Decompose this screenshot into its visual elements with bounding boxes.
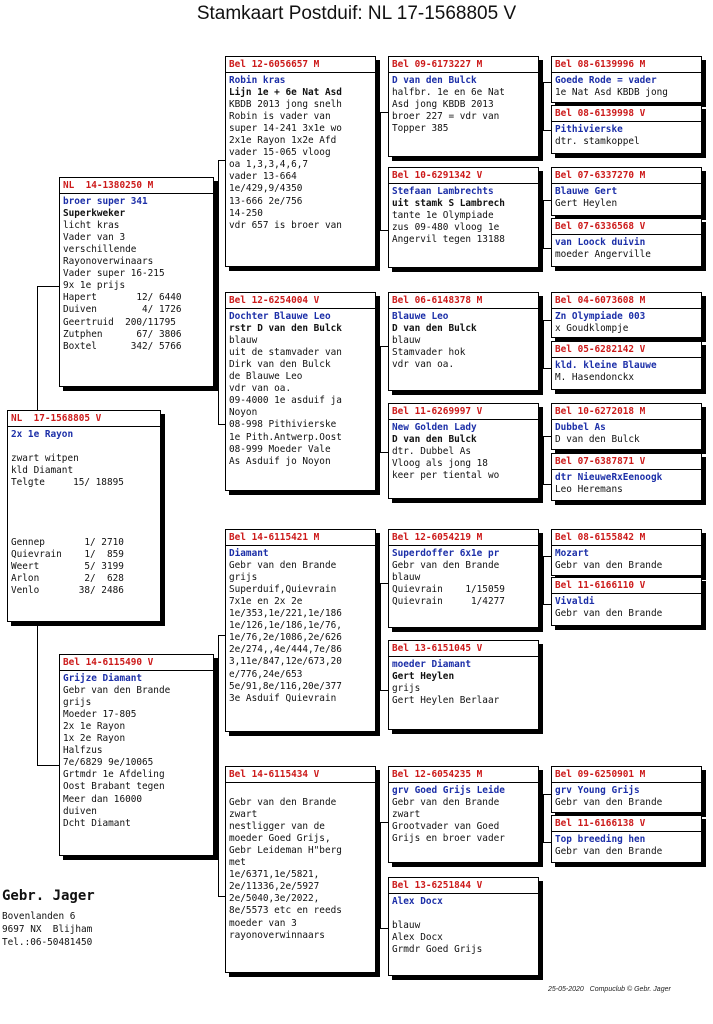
connector-line — [543, 200, 544, 248]
connector-line — [380, 346, 381, 452]
card-divider — [552, 545, 701, 546]
pedigree-line: blauw — [392, 572, 421, 584]
pedigree-line: 7e/6829 9e/10065 — [63, 757, 154, 769]
connector-line — [380, 583, 381, 690]
connector-line — [543, 556, 544, 604]
pedigree-line: Gebr van den Brande — [392, 560, 500, 572]
pedigree-line: Grijs en broer vader — [392, 833, 505, 845]
pedigree-line: Leo Heremans — [555, 484, 623, 496]
pigeon-name: Superdoffer 6x1e pr — [392, 548, 500, 560]
pedigree-line: 1e/76,2e/1086,2e/626 — [229, 632, 342, 644]
pedigree-line: Duiven 4/ 1726 — [63, 304, 182, 316]
card-divider — [389, 308, 538, 309]
page-title: Stamkaart Postduif: NL 17-1568805 V — [196, 3, 517, 24]
pedigree-line: Vloog als jong 18 — [392, 458, 488, 470]
pigeon-name: Grijze Diamant — [63, 673, 143, 685]
ring-number: Bel 13-6151045 V — [392, 643, 483, 654]
footer-credit: Compuclub © Gebr. Jager — [589, 986, 671, 993]
pigeon-card-g1 — [551, 56, 702, 103]
pedigree-line: rstr D van den Bulck — [229, 323, 342, 335]
card-divider — [8, 426, 160, 427]
pedigree-line: halfbr. 1e en 6e Nat — [392, 87, 505, 99]
footer — [548, 986, 671, 993]
pedigree-line: Vader van 3 — [63, 232, 126, 244]
pigeon-name: Dubbel As — [555, 422, 606, 434]
card-divider — [552, 831, 701, 832]
pedigree-line: licht kras — [63, 220, 120, 232]
pedigree-line: zwart — [392, 809, 421, 821]
ring-number: Bel 07-6337270 M — [555, 170, 646, 181]
card-divider — [552, 593, 701, 594]
ring-number: Bel 12-6056657 M — [229, 59, 320, 70]
pigeon-name: Blauwe Gert — [555, 186, 618, 198]
connector-line — [37, 622, 38, 765]
pedigree-line: Zutphen 67/ 3806 — [63, 328, 182, 340]
pedigree-line: Superkweker — [63, 208, 126, 220]
pedigree-line: Arlon 2/ 628 — [11, 573, 124, 585]
pedigree-line: Robin is vader van — [229, 111, 331, 123]
pedigree-line: Gebr van den Brande — [555, 608, 663, 620]
pedigree-line: uit stamk S Lambrech — [392, 198, 505, 210]
pigeon-name: Goede Rode = vader — [555, 75, 657, 87]
pedigree-line: Quievrain 1/ 859 — [11, 549, 124, 561]
pedigree-line: Meer dan 16000 — [63, 793, 143, 805]
pigeon-card-g4 — [551, 218, 702, 267]
pedigree-line: x Goudklompje — [555, 323, 629, 335]
pedigree-line: D van den Bulck — [392, 434, 477, 446]
pigeon-card-g7 — [551, 403, 702, 450]
card-divider — [226, 782, 375, 783]
card-divider — [60, 670, 213, 671]
pedigree-line: Superduif,Quievrain — [229, 584, 337, 596]
pedigree-line — [11, 525, 157, 537]
pedigree-line: Dirk van den Bulck — [229, 359, 331, 371]
card-divider — [389, 183, 538, 184]
ring-number: Bel 12-6054235 M — [392, 769, 483, 780]
pedigree-line: blauw — [229, 335, 258, 347]
pigeon-name: grv Young Grijs — [555, 785, 640, 797]
pedigree-line: vader 13-664 — [229, 171, 297, 183]
pedigree-line — [11, 513, 157, 525]
pigeon-card-mother-mother — [225, 766, 376, 973]
connector-line — [543, 436, 544, 484]
ring-number: Bel 10-6272018 M — [555, 406, 646, 417]
pedigree-line: 2x 1e Rayon — [63, 721, 126, 733]
pedigree-line: Boxtel 342/ 5766 — [63, 340, 182, 352]
pedigree-line: 09-4000 1e asduif ja — [229, 395, 342, 407]
pigeon-name: Top breeding hen — [555, 834, 646, 846]
pedigree-line: Gebr van den Brande — [555, 846, 663, 858]
pigeon-name: Diamant — [229, 548, 269, 560]
breeder-address: Bovenlanden 6 — [2, 911, 76, 922]
pigeon-card-g11 — [551, 766, 702, 813]
pigeon-name: Alex Docx — [392, 896, 443, 908]
pedigree-line: KBDB 2013 jong snelh — [229, 99, 342, 111]
pigeon-name: Robin kras — [229, 75, 286, 87]
pedigree-line: super 14-241 3x1e wo — [229, 123, 342, 135]
pigeon-name — [229, 785, 372, 797]
ring-number: Bel 13-6251844 V — [392, 880, 483, 891]
pedigree-line: 2e/11336,2e/5927 — [229, 881, 320, 893]
pedigree-line: duiven — [63, 805, 97, 817]
pedigree-line: Gebr van den Brande — [555, 560, 663, 572]
pigeon-name: broer super 341 — [63, 196, 148, 208]
pigeon-card-fmf — [388, 292, 539, 391]
pedigree-line: 08-999 Moeder Vale — [229, 443, 331, 455]
pigeon-name: 2x 1e Rayon — [11, 429, 74, 441]
connector-line — [380, 112, 381, 230]
pigeon-name: Pithivierske — [555, 124, 623, 136]
card-divider — [552, 357, 701, 358]
card-divider — [389, 782, 538, 783]
pedigree-line: 1e/6371,1e/5821, — [229, 869, 320, 881]
pedigree-line: 3,11e/847,12e/673,20 — [229, 656, 342, 668]
card-divider — [226, 72, 375, 73]
ring-number: Bel 09-6250901 M — [555, 769, 646, 780]
pedigree-line: vdr van oa. — [229, 383, 292, 395]
pedigree-line: Gebr van den Brande — [229, 560, 337, 572]
connector-line — [218, 160, 219, 424]
pedigree-line: 13-666 2e/756 — [229, 195, 303, 207]
pedigree-line: Grmdr Goed Grijs — [392, 944, 483, 956]
card-divider — [552, 72, 701, 73]
ring-number: Bel 04-6073608 M — [555, 295, 646, 306]
pedigree-line: 1e Nat Asd KBDB jong — [555, 87, 668, 99]
pedigree-line: blauw — [392, 920, 421, 932]
pedigree-line: de Blauwe Leo — [229, 371, 303, 383]
pedigree-line: Quievrain 1/15059 — [392, 584, 505, 596]
pedigree-line: blauw — [392, 335, 421, 347]
pigeon-name: Vivaldi — [555, 596, 595, 608]
pedigree-line: grijs — [392, 683, 421, 695]
card-divider — [389, 72, 538, 73]
breeder-info — [2, 888, 95, 949]
pedigree-line: Gebr van den Brande — [229, 797, 337, 809]
pigeon-card-g2 — [551, 105, 702, 154]
pedigree-line: moeder Angerville — [555, 249, 651, 261]
ring-number: Bel 08-6139998 V — [555, 108, 646, 119]
ring-number: NL 14-1380250 M — [63, 180, 154, 191]
pigeon-name: kld. kleine Blauwe — [555, 360, 657, 372]
ring-number: Bel 14-6115490 V — [63, 657, 154, 668]
pedigree-line: Gebr van den Brande — [555, 797, 663, 809]
pigeon-name: Blauwe Leo — [392, 311, 449, 323]
pedigree-line: 5e/91,8e/116,20e/377 — [229, 680, 342, 692]
pedigree-line: Topper 385 — [392, 123, 449, 135]
pedigree-line: As Asduif jo Noyon — [229, 455, 331, 467]
pedigree-line: grijs — [63, 697, 92, 709]
pedigree-line: 14-250 — [229, 207, 263, 219]
pedigree-line: 1e/126,1e/186,1e/76, — [229, 620, 342, 632]
pedigree-line: Gert Heylen Berlaar — [392, 695, 500, 707]
pedigree-line: 8e/5573 etc en reeds — [229, 905, 342, 917]
pedigree-line: tante 1e Olympiade — [392, 210, 494, 222]
card-divider — [552, 782, 701, 783]
card-divider — [389, 419, 538, 420]
pedigree-line: uit de stamvader van — [229, 347, 342, 359]
pedigree-line: 08-998 Pithivierske — [229, 419, 337, 431]
ring-number: NL 17-1568805 V — [11, 413, 102, 424]
pedigree-line — [11, 489, 157, 501]
pedigree-line: 1x 2e Rayon — [63, 733, 126, 745]
pedigree-line: keer per tiental wo — [392, 470, 500, 482]
pedigree-line: zwart — [229, 809, 258, 821]
pigeon-card-g8 — [551, 453, 702, 501]
connector-line — [218, 635, 219, 896]
ring-number: Bel 09-6173227 M — [392, 59, 483, 70]
card-divider — [389, 656, 538, 657]
ring-number: Bel 14-6115434 V — [229, 769, 320, 780]
pigeon-name: New Golden Lady — [392, 422, 477, 434]
pedigree-line: vdr van oa. — [392, 359, 455, 371]
pedigree-line: nestligger van de — [229, 821, 325, 833]
pedigree-line: Halfzus — [63, 745, 103, 757]
pedigree-line: Dcht Diamant — [63, 817, 131, 829]
connector-line — [380, 822, 381, 928]
pedigree-line: Stamvader hok — [392, 347, 466, 359]
pedigree-line: Oost Brabant tegen — [63, 781, 165, 793]
pigeon-card-mmf — [388, 766, 539, 863]
pedigree-line: kld Diamant — [11, 465, 74, 477]
pedigree-line: 2x1e Rayon 1x2e Afd — [229, 135, 337, 147]
pedigree-line: Telgte 15/ 18895 — [11, 477, 124, 489]
pedigree-line: Alex Docx — [392, 932, 443, 944]
pigeon-card-mfm — [388, 640, 539, 730]
pigeon-card-g6 — [551, 341, 702, 390]
pigeon-card-mmm — [388, 877, 539, 976]
pedigree-line: Angervil tegen 13188 — [392, 234, 505, 246]
pedigree-line: Hapert 12/ 6440 — [63, 292, 182, 304]
pedigree-line: 1e/429,9/4350 — [229, 183, 303, 195]
pedigree-line: Noyon — [229, 407, 258, 419]
card-divider — [389, 545, 538, 546]
pedigree-line: D van den Bulck — [555, 434, 640, 446]
connector-line — [37, 286, 38, 410]
ring-number: Bel 06-6148378 M — [392, 295, 483, 306]
pedigree-line: broer 227 = vdr van — [392, 111, 500, 123]
breeder-phone: Tel.:06-50481450 — [2, 937, 93, 948]
ring-number: Bel 10-6291342 V — [392, 170, 483, 181]
pedigree-line: Lijn 1e + 6e Nat Asd — [229, 87, 342, 99]
pedigree-line — [11, 501, 157, 513]
pigeon-name: dtr NieuweRxEenoogk — [555, 472, 663, 484]
footer-date: 25-05-2020 — [548, 986, 584, 993]
pigeon-card-g10 — [551, 577, 702, 626]
pedigree-line: dtr. Dubbel As — [392, 446, 472, 458]
pigeon-card-mother-father — [225, 529, 376, 732]
connector-line — [37, 286, 61, 287]
pigeon-name: grv Goed Grijs Leide — [392, 785, 505, 797]
ring-number: Bel 11-6166138 V — [555, 818, 646, 829]
pigeon-card-mother — [59, 654, 214, 856]
pedigree-line — [11, 441, 157, 453]
pedigree-line: Grootvader van Goed — [392, 821, 500, 833]
card-divider — [552, 234, 701, 235]
pigeon-name: Stefaan Lambrechts — [392, 186, 494, 198]
pedigree-line: Geertruid 200/11795 — [63, 316, 176, 328]
pedigree-line: vader 15-065 vloog — [229, 147, 331, 159]
ring-number: Bel 11-6269997 V — [392, 406, 483, 417]
pedigree-line: Vader super 16-215 — [63, 268, 165, 280]
pedigree-line: vdr 657 is broer van — [229, 219, 342, 231]
pedigree-line: zus 09-480 vloog 1e — [392, 222, 500, 234]
breeder-postcode: 9697 NX Blijham — [2, 924, 93, 935]
pigeon-name: Mozart — [555, 548, 589, 560]
ring-number: Bel 12-6254004 V — [229, 295, 320, 306]
pigeon-name: moeder Diamant — [392, 659, 472, 671]
ring-number: Bel 05-6282142 V — [555, 344, 646, 355]
pedigree-line: e/776,24e/653 — [229, 668, 303, 680]
pedigree-line: Gert Heylen — [555, 198, 618, 210]
card-divider — [60, 193, 213, 194]
pedigree-line: Grtmdr 1e Afdeling — [63, 769, 165, 781]
pedigree-line: 3e Asduif Quievrain — [229, 692, 337, 704]
pedigree-line: Rayonoverwinaars — [63, 256, 154, 268]
pedigree-line: Quievrain 1/4277 — [392, 596, 505, 608]
pigeon-card-g12 — [551, 815, 702, 863]
pigeon-card-g3 — [551, 167, 702, 216]
pedigree-line: rayonoverwinnaars — [229, 929, 325, 941]
pedigree-line: Gert Heylen — [392, 671, 455, 683]
ring-number: Bel 11-6166110 V — [555, 580, 646, 591]
ring-number: Bel 07-6336568 V — [555, 221, 646, 232]
pedigree-line: Venlo 38/ 2486 — [11, 585, 124, 597]
pedigree-line: 1e/353,1e/221,1e/186 — [229, 608, 342, 620]
pedigree-line: Gebr Leideman H"berg — [229, 845, 342, 857]
card-divider — [552, 469, 701, 470]
pigeon-name: Dochter Blauwe Leo — [229, 311, 331, 323]
card-divider — [389, 893, 538, 894]
pigeon-card-mff — [388, 529, 539, 628]
pedigree-line: M. Hasendonckx — [555, 372, 635, 384]
pedigree-line: moeder van 3 — [229, 917, 297, 929]
pedigree-line: Gennep 1/ 2710 — [11, 537, 124, 549]
pigeon-card-g5 — [551, 292, 702, 338]
pigeon-name: D van den Bulck — [392, 75, 477, 87]
pedigree-line: Moeder 17-805 — [63, 709, 137, 721]
pedigree-line: Gebr van den Brande — [392, 797, 500, 809]
pedigree-line: moeder Goed Grijs, — [229, 833, 331, 845]
pedigree-line: oa 1,3,3,4,6,7 — [229, 159, 309, 171]
pedigree-line: Asd jong KBDB 2013 — [392, 99, 494, 111]
connector-line — [543, 320, 544, 368]
pigeon-card-subject — [7, 410, 161, 622]
card-divider — [552, 419, 701, 420]
pedigree-line: zwart witpen — [11, 453, 79, 465]
pigeon-card-ffm — [388, 167, 539, 268]
card-divider — [226, 545, 375, 546]
breeder-name: Gebr. Jager — [2, 888, 95, 904]
pigeon-card-father-mother — [225, 292, 376, 491]
pedigree-line: met — [229, 857, 246, 869]
ring-number: Bel 07-6387871 V — [555, 456, 646, 467]
ring-number: Bel 08-6155842 M — [555, 532, 646, 543]
pigeon-name: van Loock duivin — [555, 237, 646, 249]
card-divider — [226, 308, 375, 309]
pedigree-line: grijs — [229, 572, 258, 584]
card-divider — [552, 308, 701, 309]
card-divider — [552, 121, 701, 122]
pedigree-line: 1e Pith.Antwerp.Oost — [229, 431, 342, 443]
ring-number: Bel 14-6115421 M — [229, 532, 320, 543]
pedigree-line: 2e/274,,4e/444,7e/86 — [229, 644, 342, 656]
pedigree-line: verschillende — [63, 244, 137, 256]
pedigree-line: D van den Bulck — [392, 323, 477, 335]
pedigree-line: 2e/5040,3e/2022, — [229, 893, 320, 905]
pedigree-line — [392, 908, 535, 920]
pedigree-line: Weert 5/ 3199 — [11, 561, 124, 573]
pedigree-line: 9x 1e prijs — [63, 280, 126, 292]
connector-line — [37, 765, 61, 766]
ring-number: Bel 12-6054219 M — [392, 532, 483, 543]
card-divider — [552, 183, 701, 184]
pedigree-line: dtr. stamkoppel — [555, 136, 640, 148]
connector-line — [543, 794, 544, 842]
ring-number: Bel 08-6139996 M — [555, 59, 646, 70]
pigeon-card-fmm — [388, 403, 539, 499]
connector-line — [543, 82, 544, 130]
pedigree-line: Gebr van den Brande — [63, 685, 171, 697]
pedigree-line: 7x1e en 2x 2e — [229, 596, 303, 608]
pigeon-card-father-father — [225, 56, 376, 267]
pigeon-name: Zn Olympiade 003 — [555, 311, 646, 323]
pigeon-card-fff — [388, 56, 539, 157]
pigeon-card-father — [59, 177, 214, 387]
pigeon-card-g9 — [551, 529, 702, 576]
